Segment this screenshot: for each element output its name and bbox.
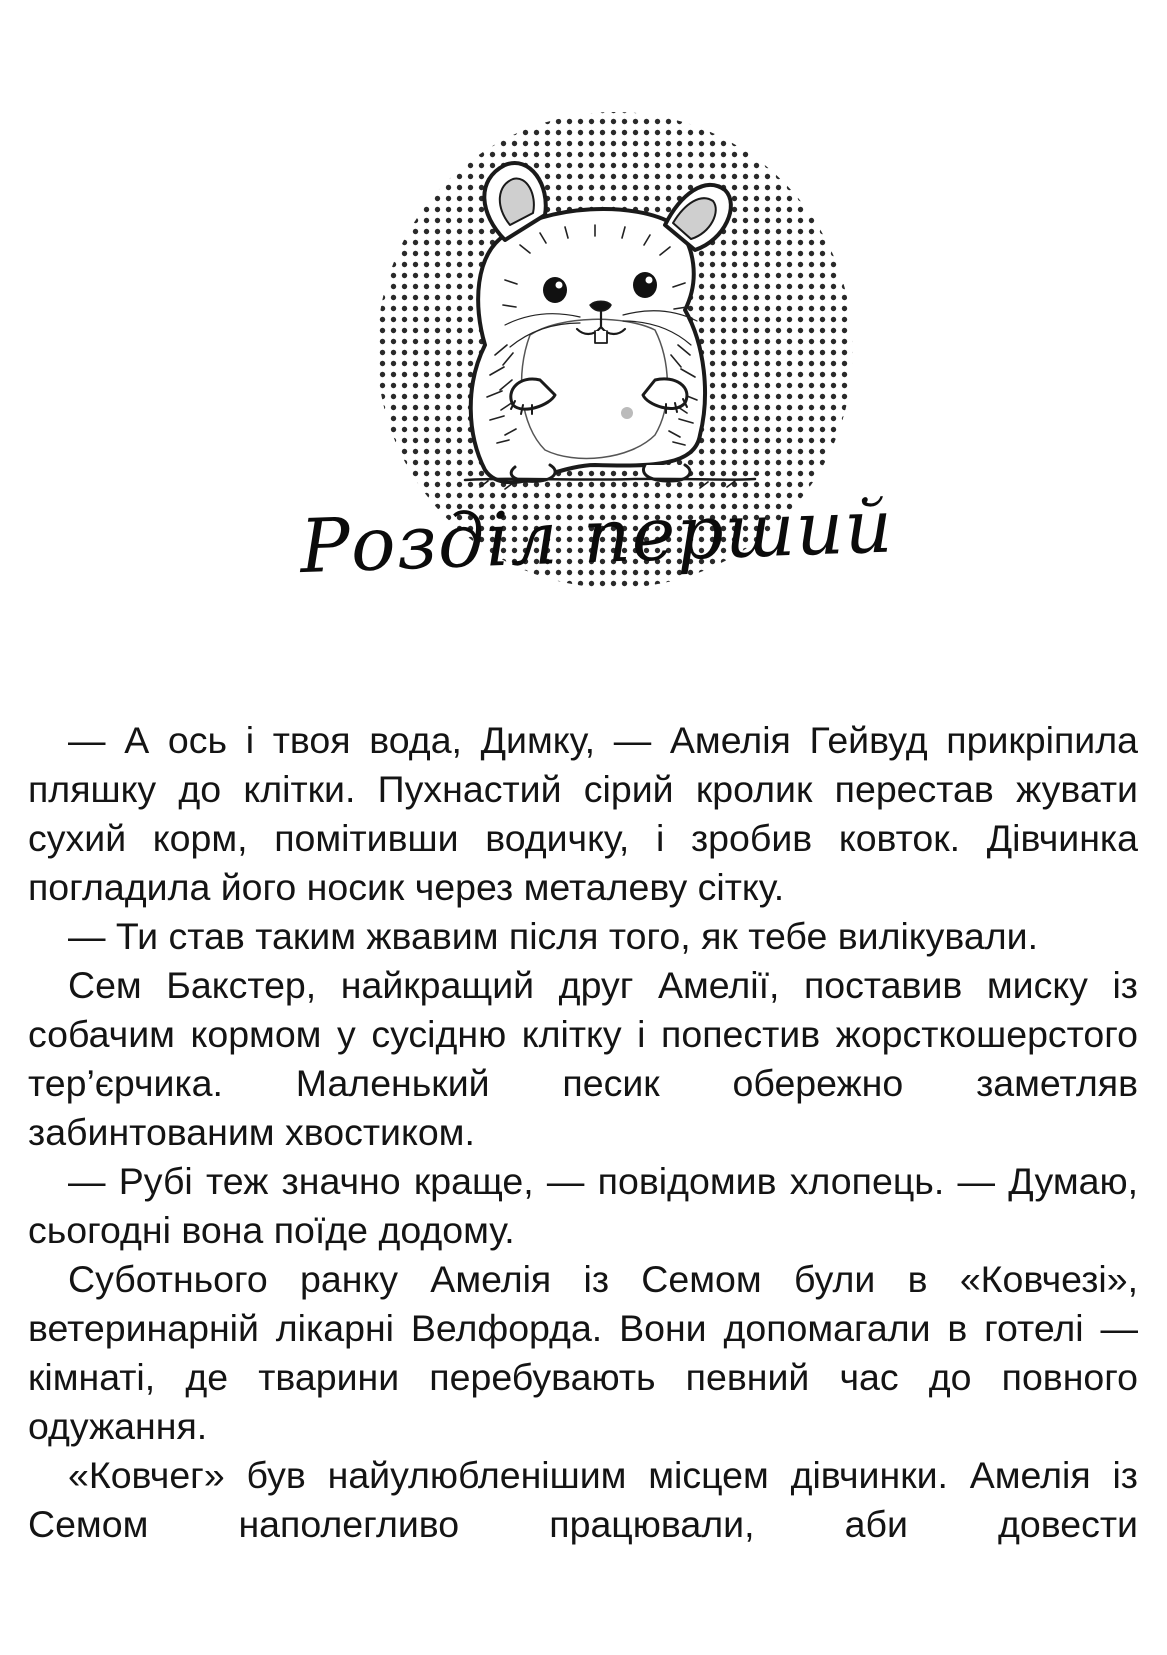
chapter-text — [28, 716, 1138, 1549]
chapter-title: Розділ перший — [298, 483, 895, 591]
paragraph: — А ось і твоя вода, Димку, — Амелія Гейвуд прикріпила пляшку до клітки. Пухнастий сірий кролик перестав жувати сухий корм, помітивши водичку, і зробив ковток. Дівчинка погладила його носик через металеву сітку. — [28, 719, 1138, 908]
paragraph: Сем Бакстер, найкращий друг Амелії, поставив миску із собачим кормом у сусідню клітку і попестив жорсткошерстого тер’єрчика. Маленький песик обережно заметляв забинтованим хвостиком. — [28, 964, 1138, 1153]
paragraph: — Ти став таким жвавим після того, як тебе вилікували. — [68, 915, 1038, 957]
paragraph: — Рубі теж значно краще, — повідомив хлопець. — Думаю, сьогодні вона поїде додому. — [28, 1160, 1138, 1251]
paragraph: Суботнього ранку Амелія із Семом були в «Ковчезі», ветеринарній лікарні Велфорда. Вони допомагали в готелі — кімнаті, де тварини перебувають певний час до повного одужання. — [28, 1258, 1138, 1447]
paragraph: «Ковчег» був найулюбленішим місцем дівчинки. Амелія із Семом наполегливо працювали, аби довести — [28, 1454, 1138, 1545]
